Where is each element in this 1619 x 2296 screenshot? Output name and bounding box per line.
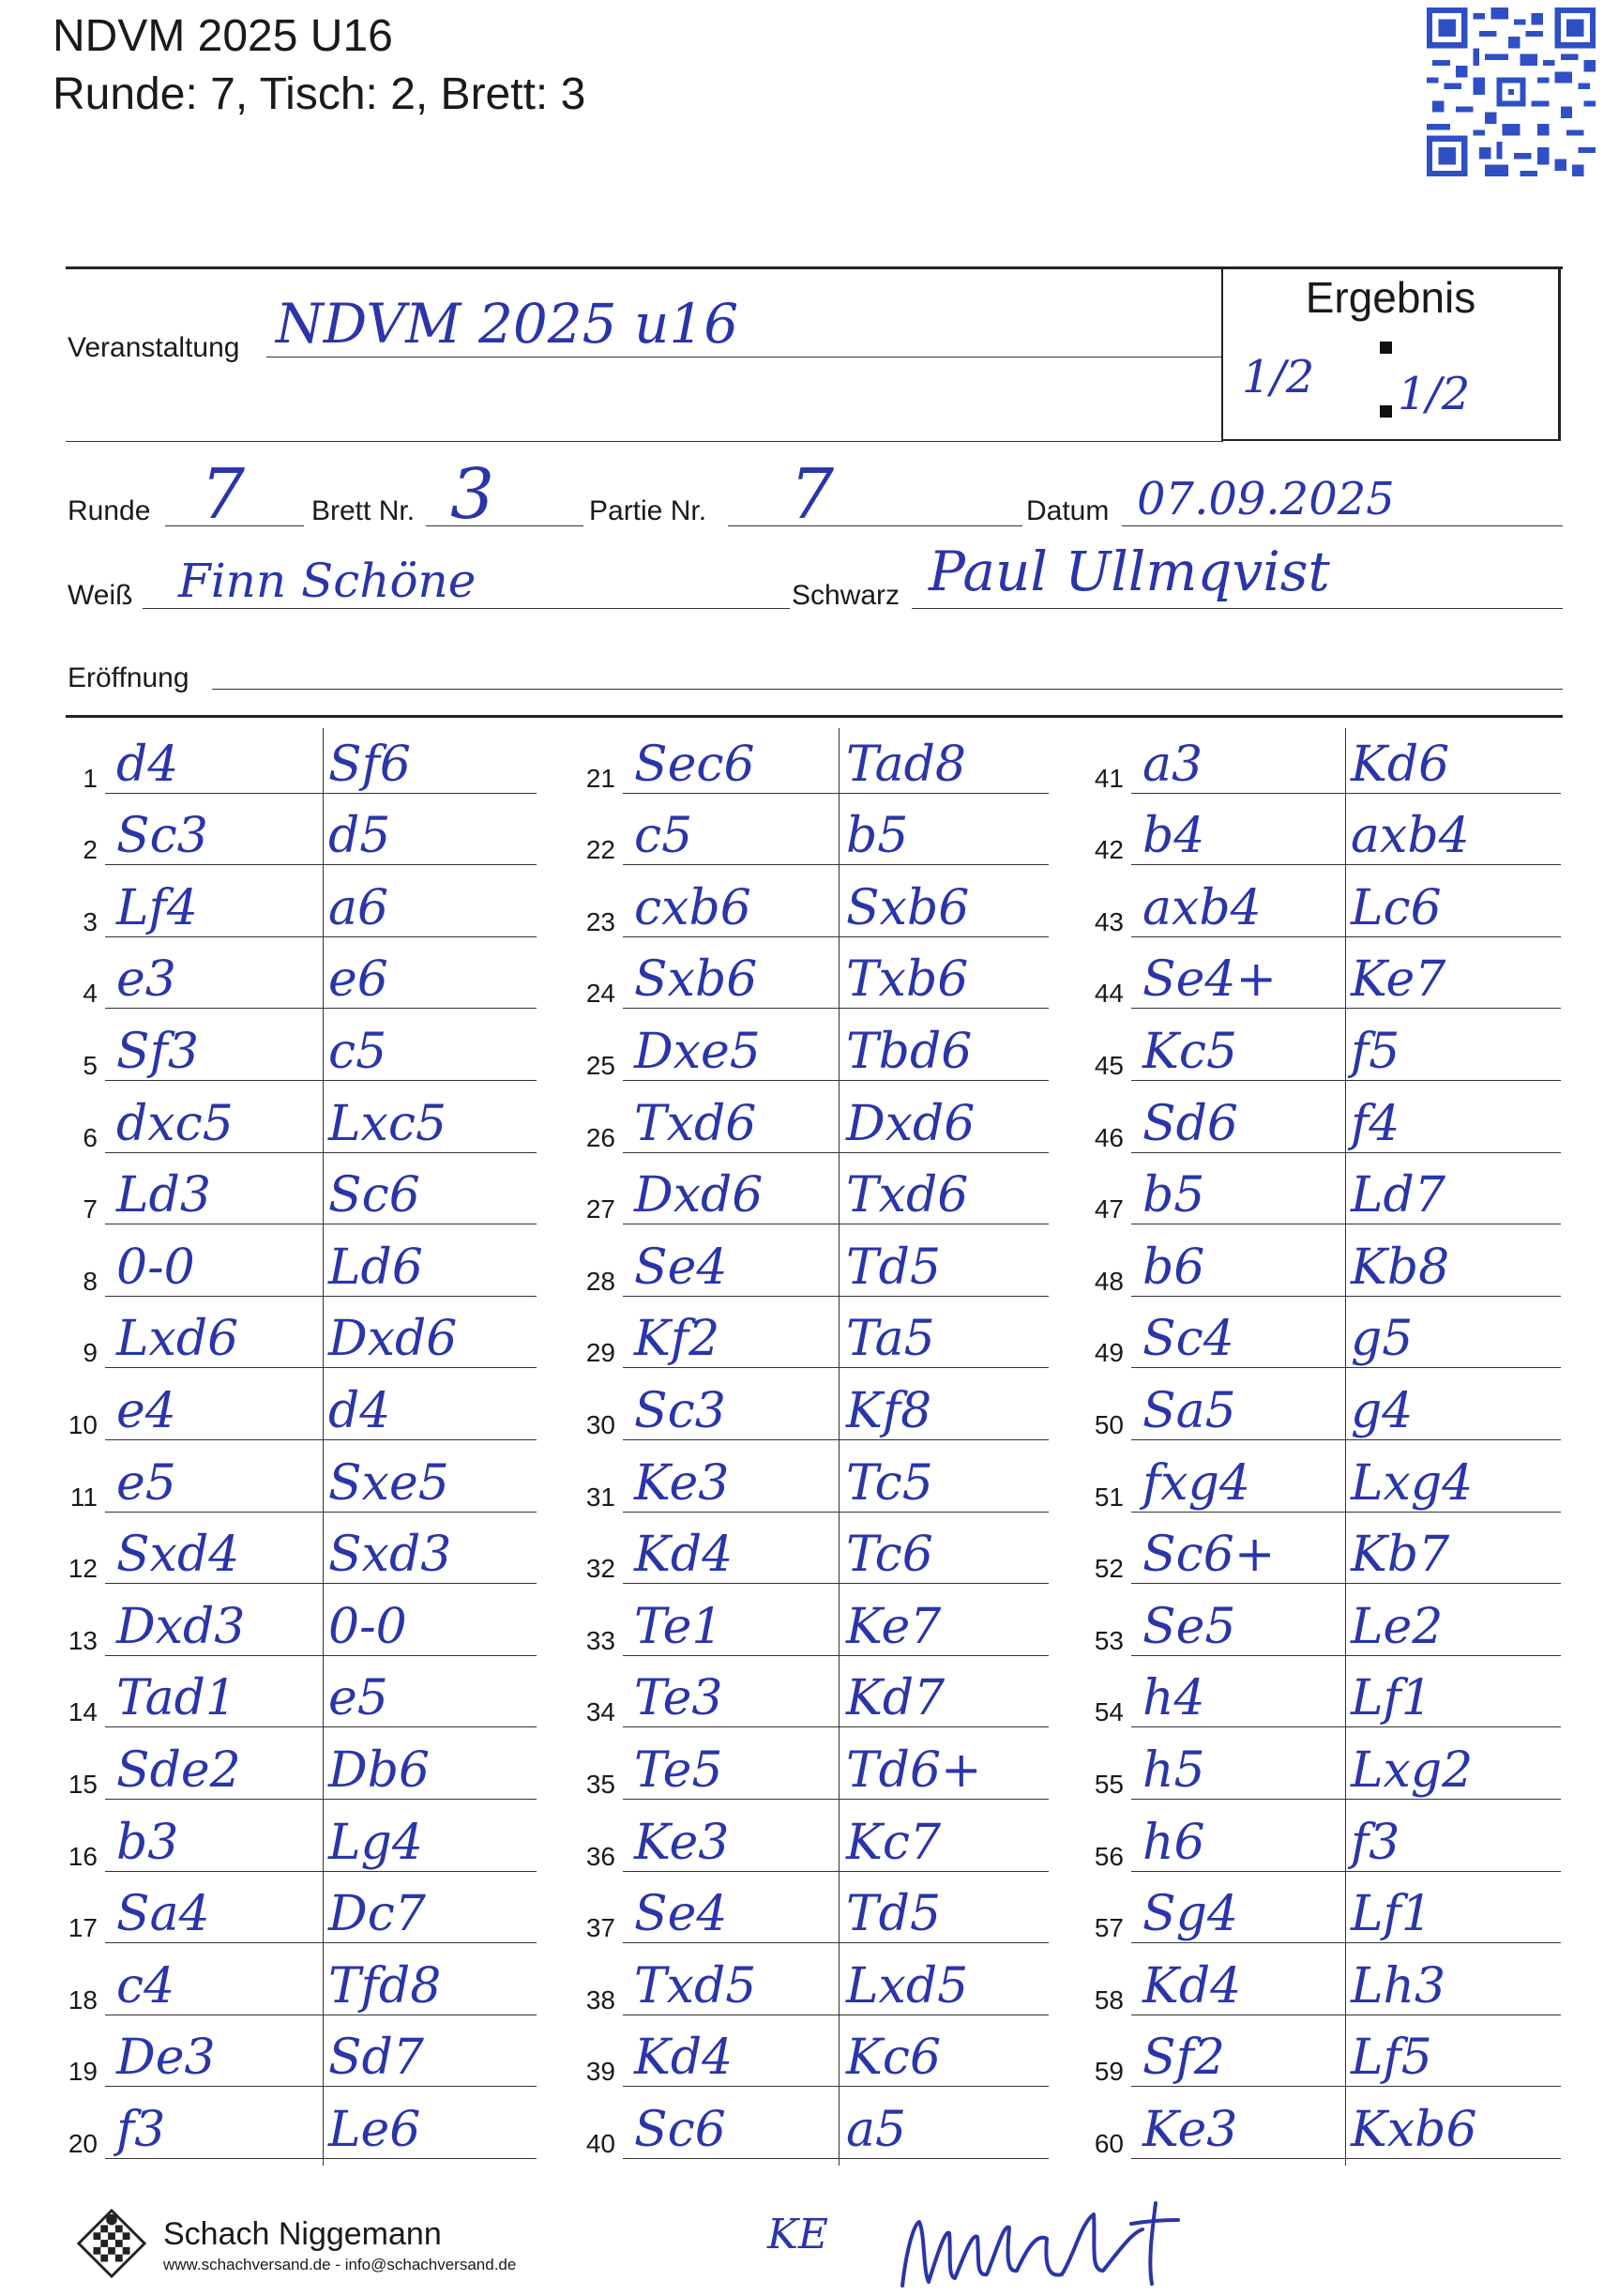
move-row-line [105, 1296, 537, 1297]
white-move: Sf2 [1142, 2030, 1225, 2087]
white-move: Kf2 [634, 1311, 720, 1368]
signature-icon [897, 2196, 1197, 2293]
black-move: Sf6 [328, 736, 411, 793]
white-move: Dxe5 [634, 1024, 761, 1080]
move-number: 19 [68, 2057, 98, 2087]
footer-brand: Schach Niggemann [163, 2216, 442, 2252]
move-row-line [623, 1726, 1049, 1727]
move-number: 8 [83, 1266, 98, 1296]
brett-value: 3 [450, 454, 495, 535]
weiss-label: Weiß [68, 580, 133, 611]
move-number: 23 [585, 906, 615, 936]
black-move: b5 [846, 808, 909, 865]
page-subtitle: Runde: 7, Tisch: 2, Brett: 3 [53, 69, 586, 119]
white-move: Se4+ [1142, 951, 1278, 1009]
black-move: Txd6 [846, 1167, 969, 1224]
white-move: Sc4 [1142, 1311, 1234, 1368]
white-move: De3 [116, 2030, 216, 2087]
black-move: Td5 [846, 1239, 942, 1296]
move-number: 3 [83, 906, 98, 936]
white-move: Kd4 [1142, 1957, 1242, 2015]
black-move: Lf1 [1351, 1670, 1432, 1727]
black-move: Sxb6 [846, 879, 970, 936]
move-row-line [1131, 2086, 1561, 2087]
move-row-line [105, 1512, 537, 1513]
white-move: Sd6 [1142, 1095, 1238, 1152]
page-title: NDVM 2025 U16 [53, 11, 393, 61]
white-move: h6 [1142, 1814, 1205, 1871]
move-row-line [1131, 936, 1561, 937]
move-row-line [105, 1439, 537, 1440]
datum-line [1122, 525, 1563, 526]
black-move: Tc5 [846, 1454, 933, 1512]
move-row-line [623, 1296, 1049, 1297]
move-row-line [105, 2086, 537, 2087]
black-move: Tbd6 [846, 1024, 973, 1080]
white-move: Sde2 [116, 1742, 241, 1799]
white-move: fxg4 [1142, 1454, 1250, 1512]
white-move: Ke3 [634, 1814, 730, 1871]
white-move: 0-0 [116, 1239, 195, 1296]
move-number: 5 [83, 1051, 98, 1080]
white-move: cxb6 [634, 879, 751, 936]
white-move: h5 [1142, 1742, 1205, 1799]
black-move: d5 [328, 808, 391, 865]
move-number: 4 [83, 979, 98, 1009]
partie-label: Partie Nr. [589, 495, 707, 526]
qr-code-icon [1426, 8, 1596, 176]
move-row-line [105, 2158, 537, 2159]
move-number: 6 [83, 1122, 98, 1152]
move-number: 29 [585, 1338, 615, 1368]
move-row-line [105, 1942, 537, 1943]
move-row-line [1131, 1008, 1561, 1009]
white-move: Txd5 [634, 1957, 757, 2015]
move-number: 40 [585, 2129, 615, 2158]
move-number: 27 [585, 1194, 615, 1224]
ergebnis-label: Ergebnis [1305, 273, 1476, 322]
move-row-line [623, 1871, 1049, 1872]
black-move: Dc7 [328, 1886, 426, 1943]
datum-value: 07.09.2025 [1137, 473, 1395, 525]
white-move: Kd4 [634, 2030, 734, 2087]
white-move: Kc5 [1142, 1024, 1238, 1080]
move-number: 43 [1094, 906, 1124, 936]
black-move: Lc6 [1351, 879, 1442, 936]
white-move: dxc5 [116, 1095, 234, 1152]
runde-value: 7 [201, 454, 246, 535]
black-move: 0-0 [328, 1598, 407, 1655]
black-move: Kc6 [846, 2030, 942, 2087]
move-row-line [623, 1152, 1049, 1153]
move-row-line [623, 936, 1049, 937]
black-move: a5 [846, 2102, 907, 2158]
black-move: Lf1 [1351, 1886, 1432, 1943]
move-number: 54 [1094, 1697, 1124, 1727]
veranstaltung-label: Veranstaltung [68, 332, 240, 363]
white-move: Tad1 [116, 1670, 237, 1727]
move-row-line [1131, 1152, 1561, 1153]
move-number: 49 [1094, 1338, 1124, 1368]
black-move: e6 [328, 951, 388, 1009]
move-number: 35 [585, 1770, 615, 1799]
weiss-line [143, 608, 790, 609]
black-move: Td6+ [846, 1742, 982, 1799]
white-move: Sf3 [116, 1024, 199, 1080]
black-move: Kb7 [1351, 1527, 1450, 1584]
move-number: 9 [83, 1338, 98, 1368]
black-move: f3 [1351, 1814, 1400, 1871]
move-row-line [1131, 864, 1561, 865]
black-move: Kd6 [1351, 736, 1450, 793]
weiss-value: Finn Schöne [178, 554, 477, 608]
black-move: Le2 [1351, 1598, 1444, 1655]
move-number: 46 [1094, 1122, 1124, 1152]
move-number: 31 [585, 1482, 615, 1512]
move-row-line [623, 864, 1049, 865]
move-row-line [1131, 1080, 1561, 1081]
eroeffnung-label: Eröffnung [68, 662, 189, 693]
white-move: Sec6 [634, 736, 755, 793]
move-number: 30 [585, 1410, 615, 1439]
black-move: e5 [328, 1670, 388, 1727]
black-move: Sxd3 [328, 1527, 452, 1584]
move-number: 59 [1094, 2057, 1124, 2087]
move-number: 56 [1094, 1841, 1124, 1871]
white-move: c5 [634, 808, 693, 865]
move-row-line [623, 1942, 1049, 1943]
black-move: Tc6 [846, 1527, 933, 1584]
datum-label: Datum [1026, 495, 1110, 526]
eroeffnung-line [212, 689, 1563, 690]
white-move: Ld3 [116, 1167, 211, 1224]
partie-line [728, 525, 1022, 526]
move-row-line [623, 1439, 1049, 1440]
black-move: a6 [328, 879, 389, 936]
white-move: Se4 [634, 1886, 728, 1943]
black-move: Kc7 [846, 1814, 942, 1871]
white-move: Te1 [634, 1598, 723, 1655]
white-move: c4 [116, 1957, 175, 2015]
schwarz-value: Paul Ullmqvist [929, 540, 1330, 603]
move-number: 41 [1094, 763, 1124, 793]
footer-web: www.schachversand.de - info@schachversand.de [163, 2256, 517, 2273]
move-row-line [623, 793, 1049, 794]
white-move: e4 [116, 1383, 176, 1439]
white-move: Sc6 [634, 2102, 726, 2158]
white-move: Sa5 [1142, 1383, 1236, 1439]
move-number: 39 [585, 2057, 615, 2087]
move-number: 37 [585, 1913, 615, 1943]
moves-top-rule [66, 715, 1563, 718]
black-move: c5 [328, 1024, 387, 1080]
move-row-line [105, 936, 537, 937]
black-move: Le6 [328, 2102, 421, 2158]
black-move: Kxb6 [1351, 2102, 1477, 2158]
white-move: a3 [1142, 736, 1203, 793]
move-number: 33 [585, 1625, 615, 1655]
white-move: Te5 [634, 1742, 723, 1799]
white-move: Dxd3 [116, 1598, 246, 1655]
black-move: Sxe5 [328, 1454, 449, 1512]
white-move: Lf4 [116, 879, 198, 936]
black-move: Ta5 [846, 1311, 935, 1368]
black-move: Lxd5 [846, 1957, 969, 2015]
move-number: 10 [68, 1410, 98, 1439]
move-row-line [105, 864, 537, 865]
black-move: Lf5 [1351, 2030, 1432, 2087]
white-move: Te3 [634, 1670, 723, 1727]
white-move: Se4 [634, 1239, 728, 1296]
move-number: 26 [585, 1122, 615, 1152]
move-number: 18 [68, 1984, 98, 2015]
move-number: 16 [68, 1841, 98, 1871]
move-number: 44 [1094, 979, 1124, 1009]
move-number: 25 [585, 1051, 615, 1080]
move-row-line [623, 1367, 1049, 1368]
move-row-line [105, 1080, 537, 1081]
result-dot-bottom [1380, 405, 1392, 418]
move-number: 57 [1094, 1913, 1124, 1943]
black-move: axb4 [1351, 808, 1470, 865]
move-row-line [623, 1512, 1049, 1513]
black-move: Dxd6 [846, 1095, 976, 1152]
move-number: 47 [1094, 1194, 1124, 1224]
white-move: d4 [116, 736, 179, 793]
black-move: g5 [1351, 1311, 1414, 1368]
move-row-line [623, 1583, 1049, 1584]
move-row-line [105, 1367, 537, 1368]
black-move: Dxd6 [328, 1311, 458, 1368]
move-number: 34 [585, 1697, 615, 1727]
white-move: e3 [116, 951, 176, 1009]
white-move: Ke3 [1142, 2102, 1238, 2158]
move-row-line [623, 2086, 1049, 2087]
veranstaltung-bottom-rule [66, 441, 1223, 442]
move-number: 42 [1094, 835, 1124, 865]
move-number: 1 [83, 763, 98, 793]
white-move: Se5 [1142, 1598, 1236, 1655]
black-move: Lxg4 [1351, 1454, 1474, 1512]
move-number: 15 [68, 1770, 98, 1799]
move-row-line [1131, 1799, 1561, 1800]
move-row-line [105, 1152, 537, 1153]
move-row-line [623, 1008, 1049, 1009]
move-number: 60 [1094, 2129, 1124, 2158]
white-move: axb4 [1142, 879, 1262, 936]
move-number: 2 [83, 835, 98, 865]
white-move: h4 [1142, 1670, 1205, 1727]
brand-logo-icon [75, 2207, 148, 2280]
white-move: Sc6+ [1142, 1527, 1276, 1584]
black-move: Kf8 [846, 1383, 932, 1439]
black-move: Ld7 [1351, 1167, 1445, 1224]
move-row-line [1131, 2158, 1561, 2159]
black-move: f5 [1351, 1024, 1400, 1080]
brett-label: Brett Nr. [311, 495, 416, 526]
black-move: g4 [1351, 1383, 1414, 1439]
move-column-divider [1345, 728, 1346, 2166]
move-row-line [105, 1655, 537, 1656]
result-white-value: 1/2 [1242, 351, 1315, 403]
schwarz-label: Schwarz [792, 580, 900, 611]
white-move: Sg4 [1142, 1886, 1238, 1943]
move-number: 17 [68, 1913, 98, 1943]
move-row-line [1131, 1367, 1561, 1368]
black-move: f4 [1351, 1095, 1400, 1152]
black-move: Sc6 [328, 1167, 420, 1224]
move-number: 7 [83, 1194, 98, 1224]
move-number: 55 [1094, 1770, 1124, 1799]
move-number: 36 [585, 1841, 615, 1871]
move-number: 52 [1094, 1554, 1124, 1584]
white-move: b6 [1142, 1239, 1205, 1296]
schwarz-line [912, 608, 1563, 609]
partie-value: 7 [790, 454, 835, 535]
black-move: Lxg2 [1351, 1742, 1474, 1799]
white-move: Lxd6 [116, 1311, 239, 1368]
white-move: e5 [116, 1454, 176, 1512]
move-row-line [623, 2158, 1049, 2159]
white-move: Sxd4 [116, 1527, 240, 1584]
move-row-line [1131, 1871, 1561, 1872]
move-number: 51 [1094, 1482, 1124, 1512]
move-row-line [1131, 1942, 1561, 1943]
move-number: 24 [585, 979, 615, 1009]
move-number: 32 [585, 1554, 615, 1584]
move-row-line [1131, 1439, 1561, 1440]
black-move: Kd7 [846, 1670, 946, 1727]
move-number: 21 [585, 763, 615, 793]
result-dot-top [1380, 342, 1392, 354]
ergebnis-box [1221, 266, 1561, 441]
move-row-line [1131, 1726, 1561, 1727]
move-number: 38 [585, 1984, 615, 2015]
move-column-divider [839, 728, 840, 2166]
black-move: Tad8 [846, 736, 967, 793]
move-number: 53 [1094, 1625, 1124, 1655]
black-move: d4 [328, 1383, 391, 1439]
white-move: Txd6 [634, 1095, 757, 1152]
runde-label: Runde [68, 495, 151, 526]
move-row-line [1131, 1296, 1561, 1297]
white-move: b4 [1142, 808, 1205, 865]
black-move: Ke7 [1351, 951, 1446, 1009]
black-move: Lxc5 [328, 1095, 447, 1152]
move-row-line [1131, 1583, 1561, 1584]
white-move: Ke3 [634, 1454, 730, 1512]
move-number: 13 [68, 1625, 98, 1655]
white-move: b3 [116, 1814, 179, 1871]
move-number: 22 [585, 835, 615, 865]
move-row-line [105, 1726, 537, 1727]
black-move: Kb8 [1351, 1239, 1450, 1296]
black-move: Ld6 [328, 1239, 423, 1296]
move-number: 12 [68, 1554, 98, 1584]
move-column-divider [323, 728, 324, 2166]
white-move: Kd4 [634, 1527, 734, 1584]
move-row-line [105, 1871, 537, 1872]
white-move: Sc3 [116, 808, 208, 865]
move-row-line [105, 1583, 537, 1584]
white-move: f3 [116, 2102, 166, 2158]
move-row-line [1131, 793, 1561, 794]
move-row-line [1131, 1512, 1561, 1513]
white-move: Sa4 [116, 1886, 210, 1943]
move-row-line [623, 1799, 1049, 1800]
move-number: 14 [68, 1697, 98, 1727]
black-move: Lh3 [1351, 1957, 1446, 2015]
white-move: Dxd6 [634, 1167, 764, 1224]
move-row-line [1131, 1655, 1561, 1656]
signature-initials: KE [767, 2211, 828, 2258]
white-move: Sxb6 [634, 951, 758, 1009]
move-row-line [623, 1080, 1049, 1081]
black-move: Td5 [846, 1886, 942, 1943]
result-black-value: 1/2 [1398, 368, 1471, 420]
move-number: 45 [1094, 1051, 1124, 1080]
black-move: Lg4 [328, 1814, 423, 1871]
veranstaltung-value: NDVM 2025 u16 [276, 292, 739, 356]
black-move: Ke7 [846, 1598, 942, 1655]
move-number: 20 [68, 2129, 98, 2158]
move-row-line [623, 1655, 1049, 1656]
move-number: 28 [585, 1266, 615, 1296]
move-row-line [105, 1799, 537, 1800]
move-number: 58 [1094, 1984, 1124, 2015]
move-number: 50 [1094, 1410, 1124, 1439]
white-move: Sc3 [634, 1383, 726, 1439]
move-number: 48 [1094, 1266, 1124, 1296]
move-row-line [105, 793, 537, 794]
black-move: Txb6 [846, 951, 969, 1009]
black-move: Sd7 [328, 2030, 424, 2087]
white-move: b5 [1142, 1167, 1205, 1224]
move-row-line [105, 1008, 537, 1009]
move-number: 11 [69, 1482, 98, 1512]
black-move: Tfd8 [328, 1957, 442, 2015]
black-move: Db6 [328, 1742, 431, 1799]
